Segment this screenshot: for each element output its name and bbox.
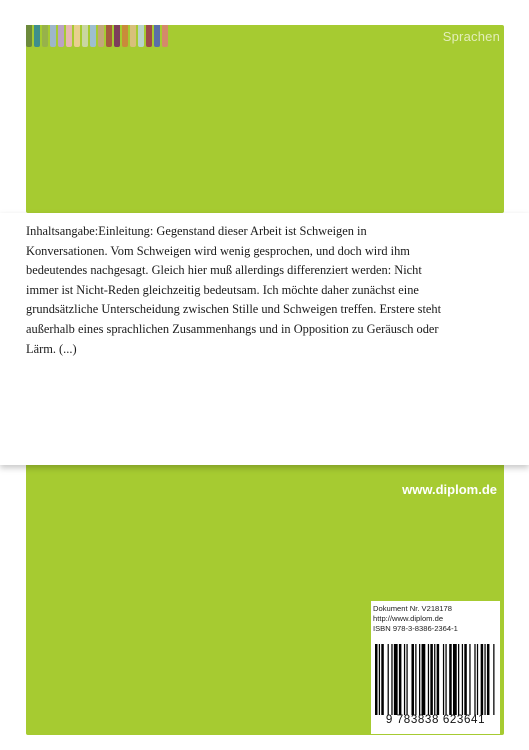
- barcode-bar: [493, 644, 494, 715]
- color-stripe: [138, 25, 144, 47]
- barcode-bar: [406, 644, 407, 715]
- book-info-box: [371, 601, 500, 734]
- color-stripe: [90, 25, 96, 47]
- barcode-bar: [443, 644, 444, 715]
- color-stripe: [154, 25, 160, 47]
- barcode-bar: [419, 644, 420, 715]
- website-link[interactable]: http://www.diplom.de: [373, 614, 444, 623]
- isbn-number: ISBN 978-3-8386-2364-1: [373, 624, 458, 633]
- abstract-section: [0, 213, 529, 465]
- barcode-bar: [487, 644, 490, 715]
- category-label: Sprachen: [442, 29, 500, 44]
- barcode-bar: [394, 644, 398, 715]
- barcode-bar: [469, 644, 470, 715]
- color-stripe: [42, 25, 48, 47]
- barcode-bar: [453, 644, 457, 715]
- color-stripe: [26, 25, 32, 47]
- color-stripe: [82, 25, 88, 47]
- barcode-bar: [375, 644, 378, 715]
- barcode-bar: [437, 644, 440, 715]
- barcode-bar: [391, 644, 392, 715]
- barcode-bar: [462, 644, 463, 715]
- barcode-bar: [474, 644, 475, 715]
- color-stripe: [66, 25, 72, 47]
- color-stripe: [106, 25, 112, 47]
- color-stripe: [50, 25, 56, 47]
- cover-bottom-panel: [26, 465, 504, 735]
- barcode-bar: [428, 644, 429, 715]
- abstract-text: Inhaltsangabe:Einleitung: Gegenstand dieser Arbeit ist Schweigen in Konversationen. Vom Schweigen wird wenig gesprochen, und doch wird ihm bedeutendes nachgesagt. Gleich hier muß allerdings differenziert werden: Nicht immer ist Nicht-Reden gleichzeitig bedeutsam. Ich möchte daher zunächst eine grundsätzliche Unterscheidung zwischen Stille und Schweigen treffen. Erstere steht außerhalb eines sprachlichen Zusammenhangs und in Opposition zu Geräusch oder Lärm. (...): [26, 224, 442, 356]
- barcode-bar: [434, 644, 435, 715]
- color-stripe: [34, 25, 40, 47]
- color-stripe: [130, 25, 136, 47]
- document-number: Dokument Nr. V218178: [373, 604, 452, 613]
- barcode-bar: [464, 644, 467, 715]
- barcode-bar: [422, 644, 426, 715]
- barcode-bar: [399, 644, 402, 715]
- publisher-url[interactable]: www.diplom.de: [402, 482, 497, 497]
- barcode-digits: 9 783838 623641: [385, 713, 486, 726]
- barcode-bar: [477, 644, 478, 715]
- color-stripe: [114, 25, 120, 47]
- cover-top-panel: [26, 25, 504, 213]
- barcode-bar: [481, 644, 484, 715]
- color-stripe: [74, 25, 80, 47]
- barcode-bar: [445, 644, 446, 715]
- barcode-bar: [379, 644, 380, 715]
- barcode-bar: [458, 644, 459, 715]
- barcode-bar: [388, 644, 389, 715]
- color-stripe: [162, 25, 168, 47]
- color-stripes: [26, 25, 170, 47]
- barcode-bar: [449, 644, 452, 715]
- color-stripe: [98, 25, 104, 47]
- color-stripe: [146, 25, 152, 47]
- barcode-bar: [430, 644, 433, 715]
- barcode-icon: [375, 644, 497, 715]
- color-stripe: [122, 25, 128, 47]
- barcode-bar: [404, 644, 405, 715]
- color-stripe: [58, 25, 64, 47]
- barcode-bar: [411, 644, 414, 715]
- barcode-bar: [484, 644, 485, 715]
- barcode-bar: [415, 644, 416, 715]
- barcode-bar: [381, 644, 384, 715]
